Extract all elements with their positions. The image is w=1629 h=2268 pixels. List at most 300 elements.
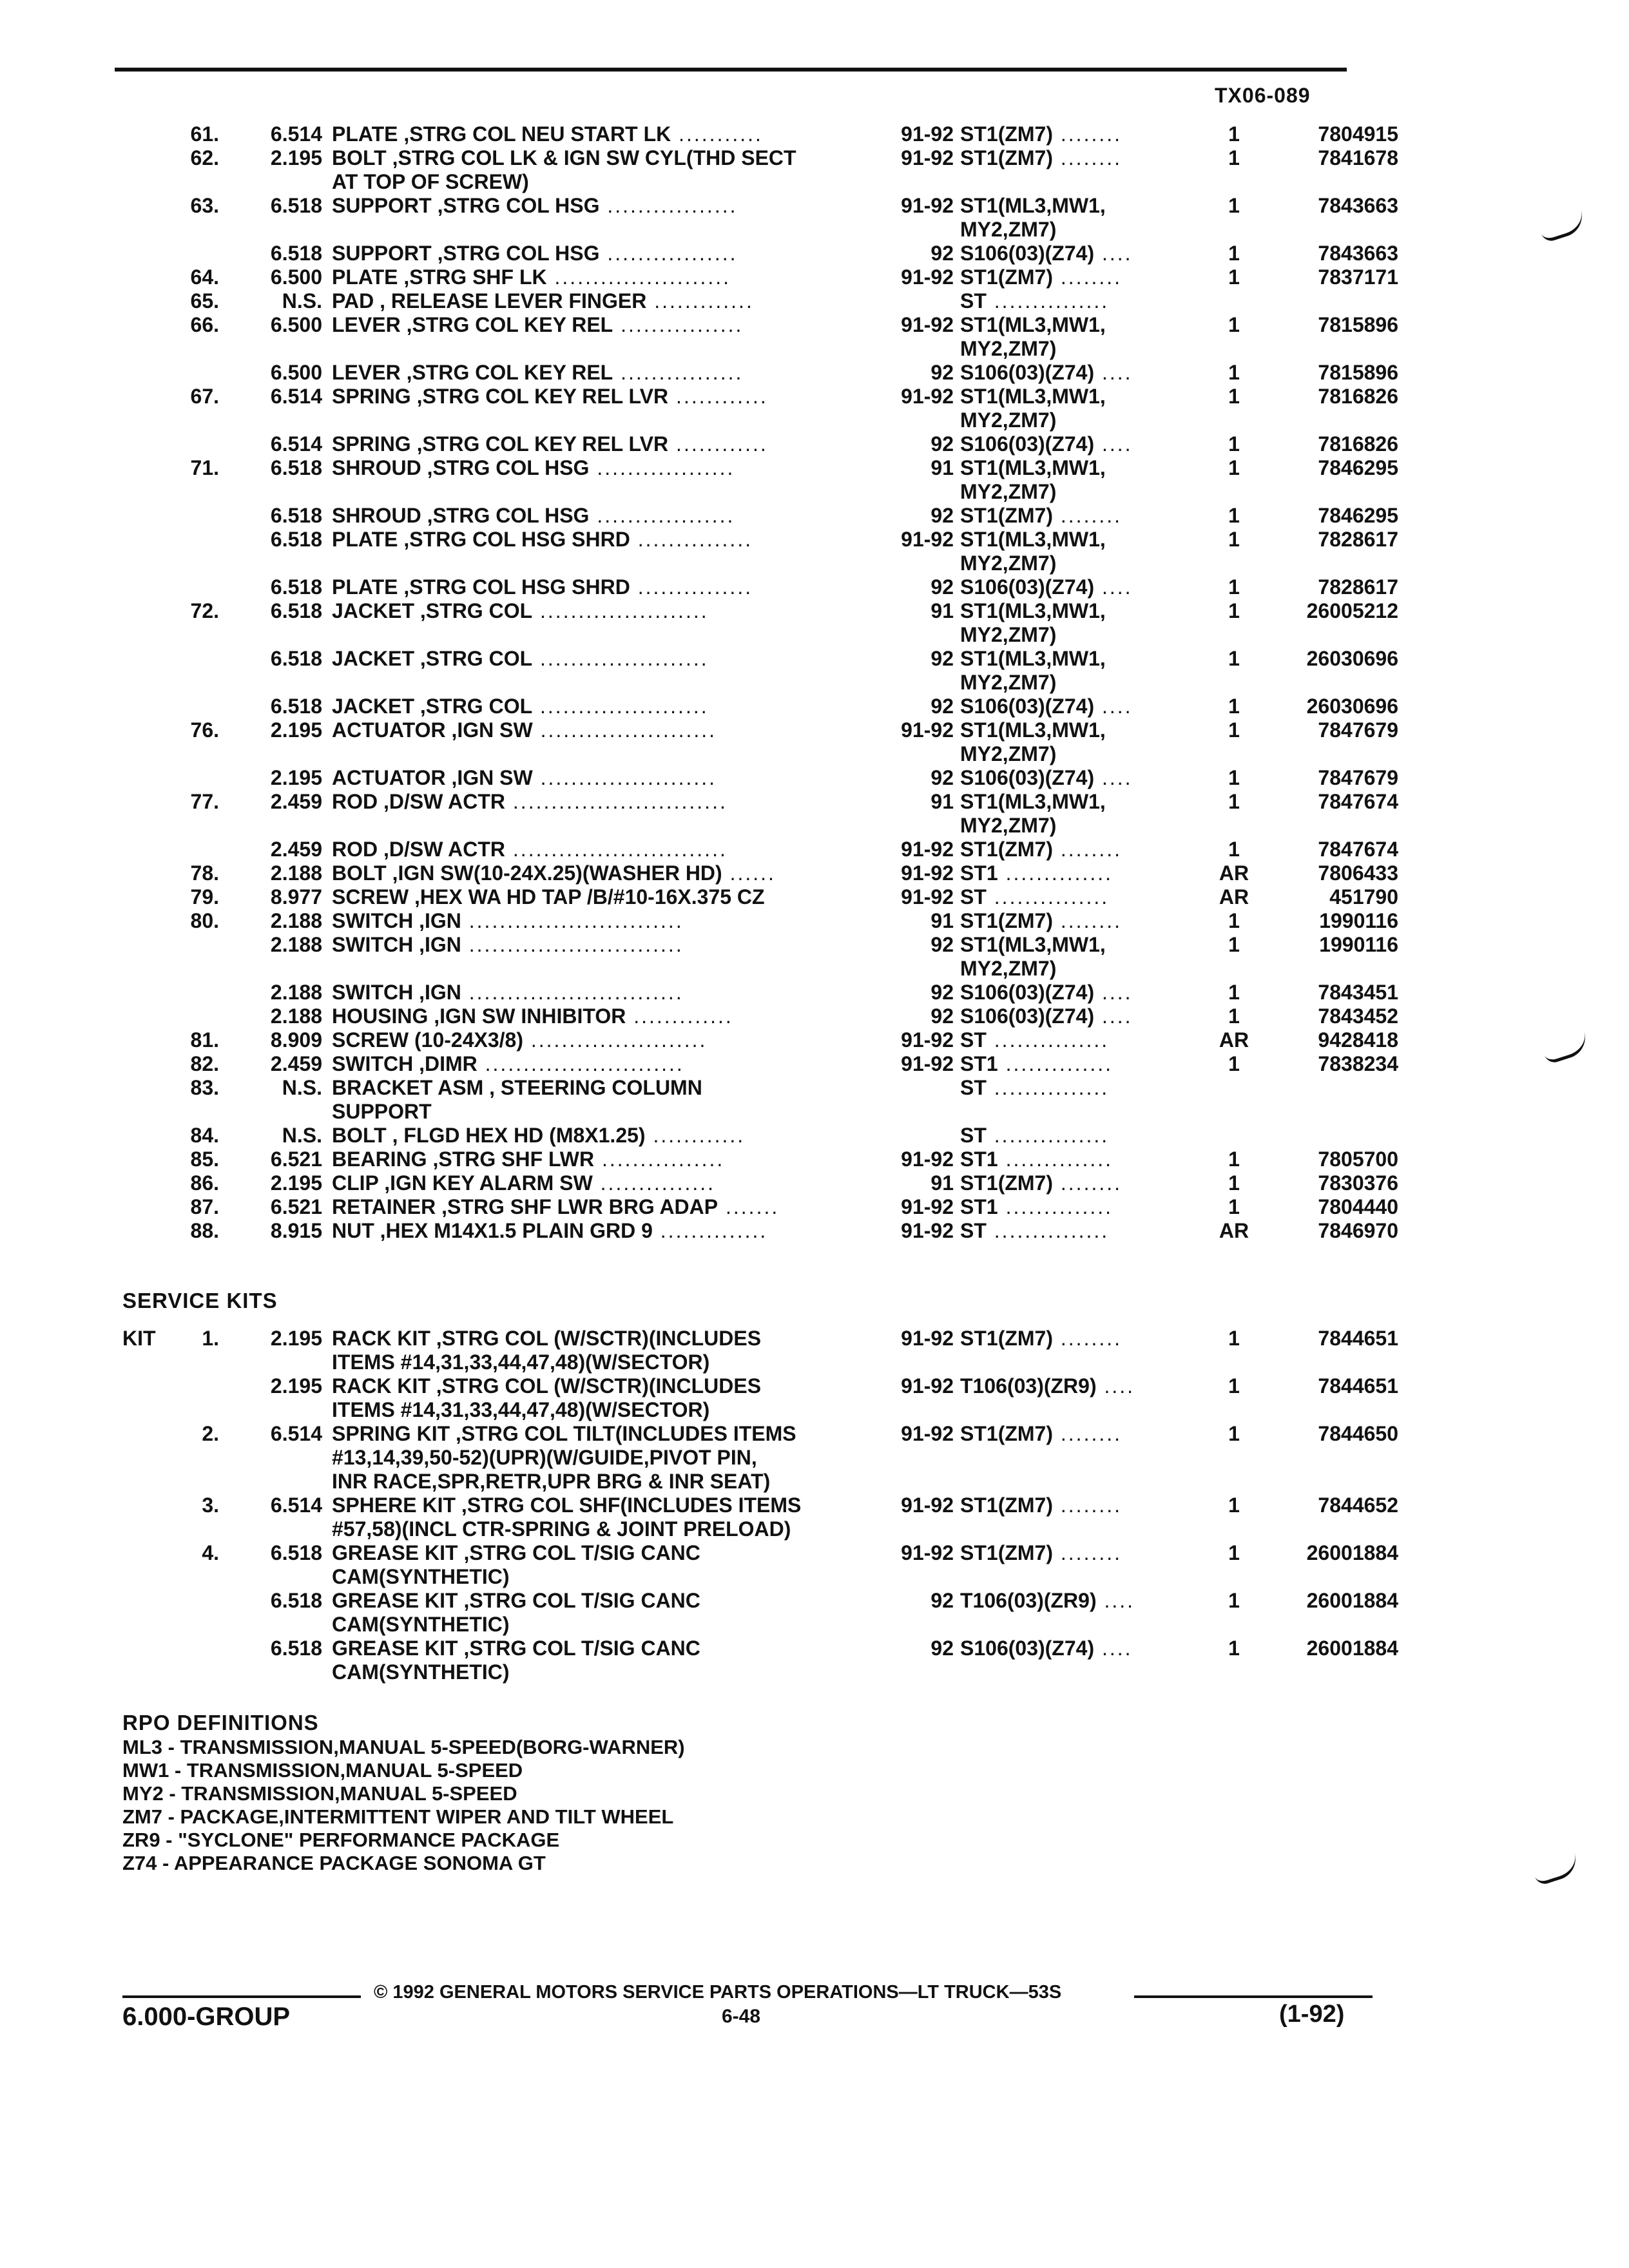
application [960,981,1199,1004]
leader-dots: .................. [589,504,735,527]
margin-check-mark [1538,209,1588,244]
kit-row [122,1517,1385,1541]
leader-dots: ............ [668,432,768,456]
application-code: ST1(ML3,MW1, [960,456,1106,479]
group-number: 6.500 [270,313,322,336]
part-detail: ,STRG COL KEY REL [400,313,613,336]
group-number: 2.459 [270,838,322,861]
leader-dots: ........ [1053,909,1123,932]
quantity: 1 [1228,1494,1240,1517]
leader-dots: ........ [1053,1494,1123,1517]
part-detail: ,IGN [413,909,461,932]
part-row [122,1219,1398,1243]
part-detail: ,STRG COL HSG [421,504,590,527]
part-detail: ,STRG SHF LWR BRG ADAP [436,1195,718,1218]
part-detail: ,HEX M14X1.5 PLAIN GRD 9 [374,1219,653,1242]
part-name: SHROUD [332,504,421,527]
item-number: 71. [190,456,219,479]
model-year: 92 [930,432,954,456]
part-row [122,480,1385,504]
application-code: S106(03)(Z74) [960,766,1095,789]
item-number: 88. [190,1219,219,1242]
application-code: S106(03)(Z74) [960,695,1095,718]
item-number: 83. [190,1076,219,1099]
group-number: 6.518 [270,194,322,217]
leader-dots: ...................... [532,647,709,670]
group-number: 6.518 [270,528,322,551]
item-number: 86. [190,1171,219,1195]
leader-dots: ............... [986,289,1110,312]
model-year: 91-92 [901,1148,954,1171]
application-code: ST1(ML3,MW1, [960,647,1106,670]
part-number: 7804440 [1318,1195,1398,1218]
quantity: 1 [1228,1195,1240,1218]
part-description [332,1350,976,1374]
application [960,480,1199,504]
part-name: JACKET [332,695,415,718]
group-number: 6.500 [270,265,322,289]
part-detail: ,STRG COL SHF(INCLUDES ITEMS [456,1494,802,1517]
leader-dots: ............... [630,575,753,599]
leader-dots: ...................... [532,599,709,622]
part-detail: ,IGN SW [445,718,533,742]
kit-row [122,1422,1398,1446]
quantity: 1 [1228,265,1240,289]
application [960,146,1199,170]
model-year: 91-92 [901,1052,954,1075]
part-number: 7828617 [1318,575,1398,599]
group-number: 2.188 [270,981,322,1004]
group-number: 2.195 [270,766,322,789]
quantity: 1 [1228,695,1240,718]
leader-dots: .... [1094,695,1133,718]
leader-dots: .............. [998,1052,1113,1075]
part-row [122,432,1398,456]
item-number: 2. [202,1422,219,1445]
quantity: 1 [1228,838,1240,861]
part-description [332,1565,976,1589]
application-code: ST [960,1124,987,1147]
part-name: SWITCH [332,933,414,956]
part-row [122,1076,1385,1100]
part-row [122,933,1398,957]
model-year: 92 [930,575,954,599]
part-detail: ,STRG COL HSG [431,242,600,265]
model-year: 91 [930,909,954,932]
part-detail: ,IGN SW INHIBITOR [428,1004,626,1028]
group-number: 6.514 [270,122,322,146]
part-number: 1990116 [1319,933,1398,956]
leader-dots: ................. [599,242,738,265]
application [960,718,1199,742]
leader-dots: ............... [986,1124,1110,1147]
group-number: 6.514 [270,1422,322,1445]
part-name: SPRING [332,432,411,456]
part-row [122,146,1398,170]
application [960,742,1199,766]
part-name: SUPPORT [332,194,432,217]
part-number: 7841678 [1318,146,1398,169]
application [960,790,1199,814]
model-year: 91 [930,790,954,813]
group-number: 2.188 [270,1004,322,1028]
model-year: 91-92 [901,1219,954,1242]
part-detail: ,STRG COL KEY REL [400,361,613,384]
application [960,337,1199,361]
part-number: 7847679 [1318,766,1398,789]
application-code: ST1(ZM7) [960,1327,1053,1350]
application-code: MY2,ZM7) [960,552,1057,575]
application-code: S106(03)(Z74) [960,981,1095,1004]
application [960,1148,1199,1171]
item-number: 64. [190,265,219,289]
part-name: HOUSING [332,1004,429,1028]
part-number: 7837171 [1318,265,1398,289]
kit-row [122,1565,1385,1589]
part-name: GREASE KIT [332,1541,458,1564]
part-row [122,313,1398,337]
part-row [122,408,1385,432]
item-number: 82. [190,1052,219,1075]
application-code: ST1(ML3,MW1, [960,933,1106,956]
part-detail: ,STRG COL NEU START LK [398,122,671,146]
item-number: 77. [190,790,219,813]
application-code: ST1(ML3,MW1, [960,599,1106,622]
application-code: ST1 [960,861,998,885]
part-name: SWITCH [332,909,414,932]
leader-dots: .... [1094,432,1133,456]
leader-dots: ........... [671,122,763,146]
application-code: ST1(ML3,MW1, [960,194,1106,217]
kit-row [122,1398,1385,1422]
part-name: GREASE KIT [332,1589,458,1612]
application-code: ST [960,1219,987,1242]
model-year: 92 [930,1589,954,1612]
part-detail: ,STRG COL (W/SCTR)(INCLUDES [430,1374,762,1398]
model-year: 92 [930,242,954,265]
part-row [122,647,1398,671]
application-code: MY2,ZM7) [960,408,1057,432]
application [960,1637,1199,1660]
application [960,1004,1199,1028]
part-detail: ,IGN [413,933,461,956]
item-number: 65. [190,289,219,312]
leader-dots: ........ [1053,265,1123,289]
kit-row [122,1470,1385,1494]
leader-dots: .... [1096,1589,1135,1612]
group-number: 6.500 [270,361,322,384]
application-code: T106(03)(ZR9) [960,1589,1097,1612]
leader-dots: ...... [722,861,776,885]
model-year: 91 [930,456,954,479]
group-number: 6.514 [270,1494,322,1517]
group-number: 6.514 [270,432,322,456]
application [960,838,1199,861]
leader-dots: .............. [652,1219,768,1242]
model-year: 91-92 [901,1327,954,1350]
application-code: ST1(ZM7) [960,1171,1053,1195]
part-number: 26001884 [1306,1637,1398,1660]
leader-dots: ........ [1053,122,1123,146]
part-detail: AT TOP OF SCREW) [332,170,529,193]
leader-dots: .... [1094,1637,1133,1660]
application-code: ST1 [960,1052,998,1075]
leader-dots: .... [1094,361,1133,384]
part-row [122,385,1398,408]
part-row [122,504,1398,528]
kit-row [122,1541,1398,1565]
model-year: 91-92 [901,313,954,336]
part-name: SCREW [332,1028,409,1052]
part-detail: ITEMS #14,31,33,44,47,48)(W/SECTOR) [332,1350,710,1374]
item-number: 72. [190,599,219,622]
application [960,861,1199,885]
group-number: 2.195 [270,146,322,169]
kit-row [122,1327,1398,1350]
footer-page-number: 6-48 [722,2006,761,2027]
part-detail: ,STRG COL T/SIG CANC [458,1589,700,1612]
item-number: 80. [190,909,219,932]
part-number: 7843663 [1318,194,1398,217]
leader-dots: .... [1094,242,1133,265]
group-number: 6.521 [270,1195,322,1218]
part-row [122,718,1398,742]
parts-list [122,122,1398,1875]
part-number: 1990116 [1319,909,1398,932]
quantity: 1 [1228,981,1240,1004]
leader-dots: ............. [626,1004,733,1028]
part-number: 7805700 [1318,1148,1398,1171]
part-row [122,814,1385,838]
application-code: ST1(ZM7) [960,146,1053,169]
item-number: 4. [202,1541,219,1564]
quantity: 1 [1228,599,1240,622]
application [960,242,1199,265]
quantity: 1 [1228,575,1240,599]
part-row [122,1100,1385,1124]
application [960,647,1199,671]
part-name: SUPPORT [332,242,432,265]
application [960,1195,1199,1219]
part-number: 7843452 [1318,1004,1398,1028]
application [960,1076,1199,1100]
application-code: MY2,ZM7) [960,218,1057,241]
part-number: 7846295 [1318,456,1398,479]
group-number: 6.518 [270,695,322,718]
part-description [332,1446,976,1470]
model-year: 91-92 [901,1494,954,1517]
part-description [332,170,976,194]
part-row [122,599,1398,623]
application [960,766,1199,790]
quantity: 1 [1228,1327,1240,1350]
leader-dots: ....................... [546,265,731,289]
group-number: 6.521 [270,1148,322,1171]
application-code: ST1(ML3,MW1, [960,718,1106,742]
leader-dots: .............. [998,861,1113,885]
part-detail: ,STRG COL [414,695,533,718]
group-number: 6.518 [270,599,322,622]
part-row [122,790,1398,814]
part-number: 26005212 [1306,599,1398,622]
kit-row [122,1637,1398,1660]
leader-dots: ........ [1053,1171,1123,1195]
application-code: ST1(ML3,MW1, [960,313,1106,336]
leader-dots: .... [1094,575,1133,599]
quantity: 1 [1228,766,1240,789]
application-code: ST1 [960,1148,998,1171]
part-row [122,194,1398,218]
application [960,1327,1199,1350]
item-number: 85. [190,1148,219,1171]
model-year: 92 [930,981,954,1004]
application [960,1219,1199,1243]
quantity: AR [1219,861,1249,885]
part-name: BOLT [332,861,387,885]
part-number: 7806433 [1318,861,1398,885]
model-year: 91-92 [901,146,954,169]
leader-dots: ...................... [532,695,709,718]
part-row [122,742,1385,766]
application [960,1589,1199,1613]
kit-row [122,1589,1398,1613]
part-row [122,695,1398,718]
part-detail: ,STRG COL (W/SCTR)(INCLUDES [430,1327,762,1350]
application-code: ST1(ZM7) [960,909,1053,932]
application-code: ST1 [960,1195,998,1218]
rpo-definition: MW1 - TRANSMISSION,MANUAL 5-SPEED [122,1759,523,1782]
part-name: SHROUD [332,456,421,479]
part-detail: #57,58)(INCL CTR-SPRING & JOINT PRELOAD) [332,1517,791,1541]
leader-dots: ........ [1053,146,1123,169]
footer-revision-date: (1-92) [1279,2001,1345,2028]
application-code: S106(03)(Z74) [960,1004,1095,1028]
item-number: 84. [190,1124,219,1147]
application-code: MY2,ZM7) [960,957,1057,980]
quantity: 1 [1228,528,1240,551]
group-number: 6.518 [270,1589,322,1612]
leader-dots: .............. [998,1195,1113,1218]
application-code: ST1(ML3,MW1, [960,790,1106,813]
group-number: 2.459 [270,1052,322,1075]
leader-dots: ............................ [461,933,684,956]
model-year: 92 [930,504,954,527]
item-number: 1. [202,1327,219,1350]
part-detail: ,IGN SW [445,766,533,789]
application [960,194,1199,218]
quantity: 1 [1228,313,1240,336]
model-year: 91-92 [901,1028,954,1052]
part-row [122,1004,1398,1028]
group-number: 6.518 [270,647,322,670]
footer-group-label: 6.000-GROUP [122,2003,291,2031]
leader-dots: ....... [718,1195,780,1218]
quantity: AR [1219,1219,1249,1242]
margin-check-mark [1532,1852,1581,1887]
part-name: PLATE [332,265,398,289]
application [960,575,1199,599]
item-number: 79. [190,885,219,908]
group-number: 2.459 [270,790,322,813]
part-row [122,909,1398,933]
part-detail: CAM(SYNTHETIC) [332,1565,510,1588]
part-name: SWITCH [332,981,414,1004]
kit-row [122,1350,1385,1374]
application-code: ST1(ZM7) [960,1541,1053,1564]
application [960,623,1199,647]
part-name: LEVER [332,313,401,336]
application-code: ST [960,1028,987,1052]
leader-dots: ............. [646,289,754,312]
leader-dots: ................ [613,313,744,336]
application [960,1171,1199,1195]
quantity: 1 [1228,1171,1240,1195]
item-number: 78. [190,861,219,885]
part-detail: ,STRG COL T/SIG CANC [458,1541,700,1564]
leader-dots: ........ [1053,504,1123,527]
application [960,695,1199,718]
part-name: BOLT [332,1124,387,1147]
part-description [332,1398,976,1422]
part-description [332,1100,976,1124]
application [960,122,1199,146]
part-number: 7838234 [1318,1052,1398,1075]
part-number: 9428418 [1318,1028,1398,1052]
application [960,1541,1199,1565]
application-code: S106(03)(Z74) [960,1637,1095,1660]
part-detail: ,STRG COL KEY REL LVR [410,385,669,408]
part-detail: ,STRG COL LK & IGN SW CYL(THD SECT [386,146,796,169]
item-number: 3. [202,1494,219,1517]
model-year: 91-92 [901,1541,954,1564]
part-detail: ,D/SW ACTR [378,838,506,861]
group-number: 6.518 [270,1637,322,1660]
part-number: 7828617 [1318,528,1398,551]
group-number: N.S. [282,1076,322,1099]
part-detail: ,HEX WA HD TAP /B/#10-16X.375 CZ [409,885,765,908]
quantity: 1 [1228,1422,1240,1445]
application [960,265,1199,289]
model-year: 92 [930,933,954,956]
part-row [122,265,1398,289]
part-row [122,170,1385,194]
application-code: ST1(ZM7) [960,838,1053,861]
part-detail: ,STRG COL HSG SHRD [398,528,630,551]
part-row [122,337,1385,361]
top-rule [115,68,1347,72]
rpo-definition: ZR9 - "SYCLONE" PERFORMANCE PACKAGE [122,1829,560,1851]
model-year: 91-92 [901,122,954,146]
part-number: 7847674 [1318,838,1398,861]
part-row [122,838,1398,861]
part-row [122,1195,1398,1219]
application-code: ST1(ML3,MW1, [960,528,1106,551]
part-number: 451790 [1329,885,1398,908]
model-year: 92 [930,1004,954,1028]
group-number: 8.909 [270,1028,322,1052]
application-code: ST1(ML3,MW1, [960,385,1106,408]
leader-dots: .... [1094,766,1133,789]
leader-dots: .................. [589,456,735,479]
model-year: 91-92 [901,885,954,908]
part-name: PLATE [332,122,398,146]
application-code: ST [960,885,987,908]
part-detail: , FLGD HEX HD (M8X1.25) [386,1124,646,1147]
part-name: SPHERE KIT [332,1494,456,1517]
leader-dots: ............... [630,528,753,551]
service-kits-heading: SERVICE KITS [122,1289,278,1312]
group-number: 6.518 [270,242,322,265]
